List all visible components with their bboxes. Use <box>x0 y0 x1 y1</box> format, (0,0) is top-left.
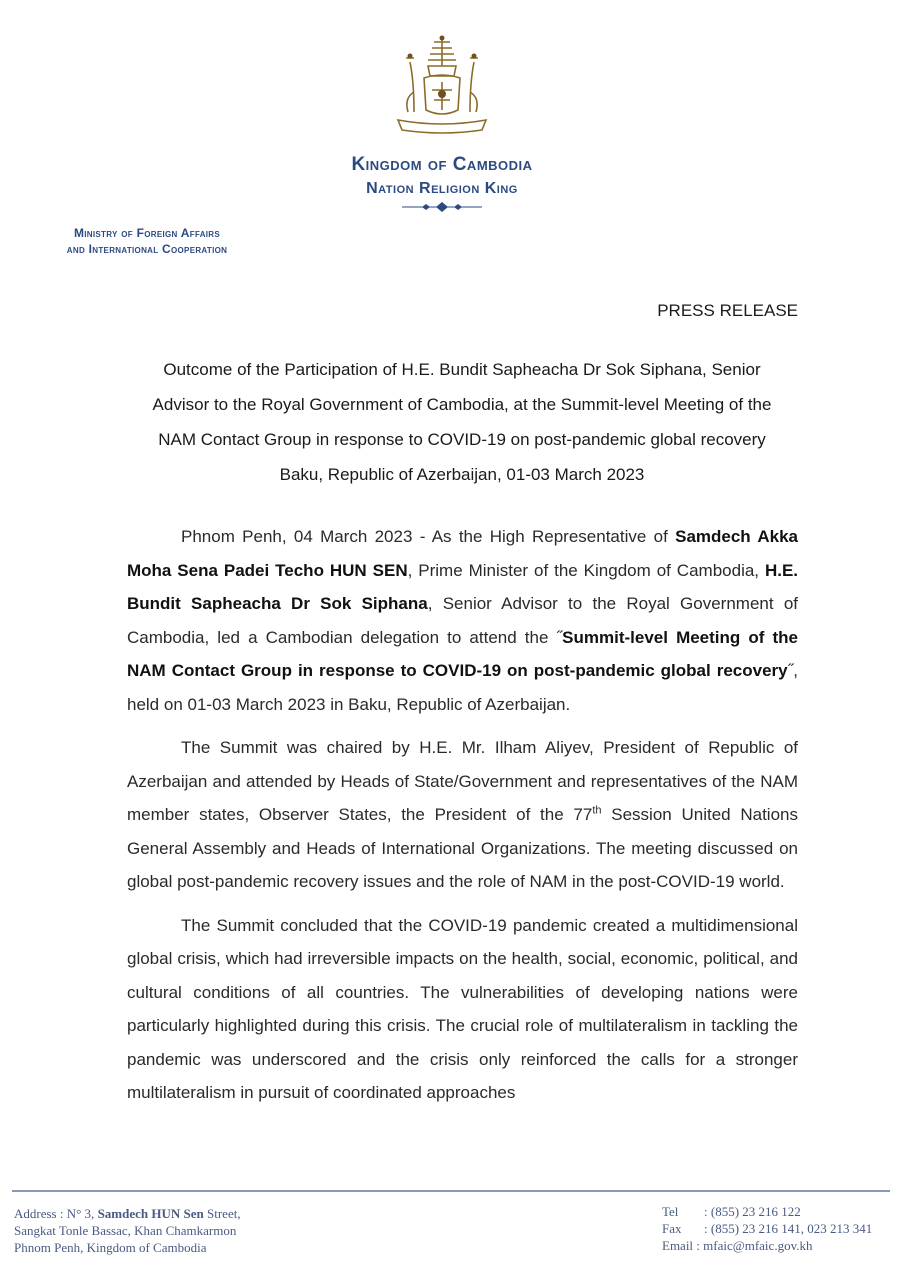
title-line: Advisor to the Royal Government of Cambodia, at the Summit-level Meeting of the <box>152 395 772 414</box>
press-release-title <box>120 352 804 492</box>
royal-emblem-icon <box>384 32 500 140</box>
address-prefix: Address : N° 3, <box>14 1206 98 1221</box>
address-line-2: Sangkat Tonle Bassac, Khan Chamkarmon <box>14 1223 237 1238</box>
contact-tel <box>662 1203 872 1220</box>
national-motto: Nation Religion King <box>366 180 518 197</box>
email-label: Email <box>662 1238 694 1253</box>
p1-text: ˝, held on 01-03 March 2023 in Baku, Republic of Azerbaijan. <box>127 661 798 714</box>
divider-ornament-icon <box>400 200 484 214</box>
address-line-3: Phnom Penh, Kingdom of Cambodia <box>14 1240 207 1255</box>
footer-divider <box>12 1190 890 1192</box>
press-release-body <box>127 520 798 1120</box>
tel-value: : (855) 23 216 122 <box>704 1204 801 1219</box>
title-line: NAM Contact Group in response to COVID-19 on post-pandemic global recovery <box>158 430 766 449</box>
footer-contact <box>662 1203 872 1254</box>
fax-label: Fax <box>662 1221 682 1236</box>
p1-text: Phnom Penh, 04 March 2023 - As the High Representative of <box>181 527 676 546</box>
contact-email <box>662 1237 872 1254</box>
p2-text: The Summit was chaired by H.E. Mr. Ilham Aliyev, President of Republic of Azerbaijan and attended by Heads of State/Government and representatives of the NAM member states, Observer States, the President of the 77 <box>127 738 798 824</box>
address-line-1 <box>14 1205 241 1222</box>
ministry-line-2: and International Cooperation <box>66 242 228 256</box>
tel-label: Tel <box>662 1204 679 1219</box>
p1-bold-name: H.E. Bundit Sapheacha Dr Sok Siphana <box>127 560 799 613</box>
email-value[interactable]: : mfaic@mfaic.gov.kh <box>693 1238 813 1253</box>
title-line: Outcome of the Participation of H.E. Bundit Sapheacha Dr Sok Siphana, Senior <box>163 360 761 379</box>
p2-superscript: th <box>592 804 602 817</box>
ministry-line-1: Ministry of Foreign Affairs <box>73 226 221 240</box>
p1-bold-event: Summit-level Meeting of the NAM Contact Group in response to COVID-19 on post-pandemic global recovery <box>127 627 799 680</box>
kingdom-title: Kingdom of Cambodia <box>351 154 533 175</box>
paragraph-2 <box>127 731 798 899</box>
p1-bold-name: Samdech Akka Moha Sena Padei Techo HUN SEN <box>127 527 798 580</box>
p1-text: , Senior Advisor to the Royal Government of Cambodia, led a Cambodian delegation to attend the ˝ <box>127 594 798 647</box>
p1-text: , Prime Minister of the Kingdom of Cambodia, <box>407 560 765 580</box>
address-suffix: Street, <box>203 1206 241 1221</box>
fax-value: : (855) 23 216 141, 023 213 341 <box>704 1221 873 1236</box>
contact-fax <box>662 1220 872 1237</box>
footer-address <box>14 1205 241 1256</box>
title-line: Baku, Republic of Azerbaijan, 01-03 March 2023 <box>279 465 645 484</box>
paragraph-3: The Summit concluded that the COVID-19 pandemic created a multidimensional global crisis, which had irreversible impacts on the health, social, economic, political, and cultural conditions of all countries. The vulnerabilities of developing nations were particularly highlighted during this crisis. The crucial role of multilateralism in tackling the pandemic was underscored and the crisis only reinforced the calls for a stronger multilateralism in pursuit of coordinated approaches <box>127 915 798 1102</box>
paragraph-1 <box>127 520 798 721</box>
address-street: Samdech HUN Sen <box>97 1206 204 1221</box>
press-release-label: PRESS RELEASE <box>657 301 798 320</box>
p2-text: Session United Nations General Assembly and Heads of International Organizations. The meeting discussed on global post-pandemic recovery issues and the role of NAM in the post-COVID-19 world. <box>127 805 798 891</box>
ministry-name <box>12 225 282 257</box>
